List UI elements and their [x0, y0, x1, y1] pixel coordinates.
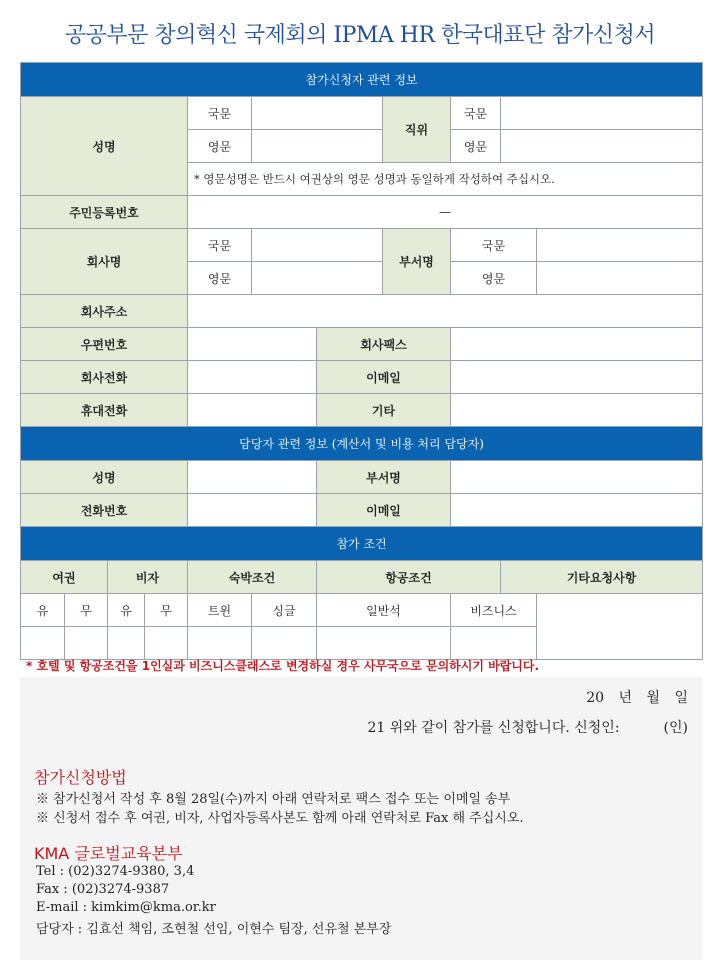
zip-label: 우편번호	[21, 328, 188, 361]
company-korean-input[interactable]	[252, 229, 383, 262]
contact-name-input[interactable]	[188, 461, 317, 494]
visa-no-option[interactable]: 무	[145, 594, 188, 627]
flight-economy-option[interactable]: 일반석	[317, 594, 451, 627]
contact-department-label: 부서명	[317, 461, 451, 494]
method-line-2: ※ 신청서 접수 후 여권, 비자, 사업자등록사본도 함께 아래 연락처로 Fax 해 주십시오.	[36, 811, 524, 826]
name-english-label: 영문	[188, 130, 252, 163]
lodging-twin-option[interactable]: 트윈	[188, 594, 252, 627]
section-applicant-header: 참가신청자 관련 정보	[21, 63, 703, 97]
company-korean-label: 국문	[188, 229, 252, 262]
org-title: KMA 글로벌교육본부	[34, 844, 183, 863]
contact-department-input[interactable]	[451, 461, 703, 494]
other-requests-label: 기타요청사항	[501, 561, 703, 594]
department-english-input[interactable]	[537, 262, 703, 295]
contact-staff: 담당자 : 김효선 책임, 조현철 선임, 이현수 팀장, 선유철 본부장	[36, 922, 392, 937]
contact-fax: Fax : (02)3274-9387	[36, 882, 170, 897]
contact-name-label: 성명	[21, 461, 188, 494]
company-phone-input[interactable]	[188, 361, 317, 394]
name-label: 성명	[21, 97, 188, 196]
name-english-input[interactable]	[252, 130, 383, 163]
company-phone-label: 회사전화	[21, 361, 188, 394]
email-input[interactable]	[451, 361, 703, 394]
contact-email: E-mail : kimkim@kma.or.kr	[36, 900, 216, 915]
company-address-label: 회사주소	[21, 295, 188, 328]
flight-business-option[interactable]: 비즈니스	[451, 594, 537, 627]
flight-business-mark[interactable]	[451, 627, 537, 660]
position-label: 직위	[383, 97, 451, 163]
seal-mark: (인)	[663, 720, 688, 736]
name-note: * 영문성명은 반드시 여권상의 영문 성명과 동일하게 작성하여 주십시오.	[188, 163, 703, 196]
page-title: 공공부문 창의혁신 국제회의 IPMA HR 한국대표단 참가신청서	[64, 23, 656, 48]
visa-label: 비자	[108, 561, 188, 594]
lodging-label: 숙박조건	[188, 561, 317, 594]
company-english-label: 영문	[188, 262, 252, 295]
department-label: 부서명	[383, 229, 451, 295]
mobile-label: 휴대전화	[21, 394, 188, 427]
name-korean-input[interactable]	[252, 97, 383, 130]
other-requests-input[interactable]	[537, 594, 703, 660]
passport-no-mark[interactable]	[65, 627, 108, 660]
apply-text: 21 위와 같이 참가를 신청합니다. 신청인:	[367, 720, 620, 736]
email-label: 이메일	[317, 361, 451, 394]
contact-email-input[interactable]	[451, 494, 703, 527]
passport-label: 여권	[21, 561, 108, 594]
position-korean-input[interactable]	[501, 97, 703, 130]
resident-dash: —	[439, 205, 452, 219]
etc-input[interactable]	[451, 394, 703, 427]
department-korean-label: 국문	[451, 229, 537, 262]
section-contact-header: 담당자 관련 정보 (계산서 및 비용 처리 담당자)	[21, 427, 703, 461]
name-korean-label: 국문	[188, 97, 252, 130]
resident-number-label: 주민등록번호	[21, 196, 188, 229]
contact-email-label: 이메일	[317, 494, 451, 527]
company-english-input[interactable]	[252, 262, 383, 295]
company-fax-input[interactable]	[451, 328, 703, 361]
method-line-1: ※ 참가신청서 작성 후 8월 28일(수)까지 아래 연락처로 팩스 접수 또는 이메일 송부	[36, 792, 511, 807]
visa-yes-option[interactable]: 유	[108, 594, 145, 627]
company-fax-label: 회사팩스	[317, 328, 451, 361]
lodging-twin-mark[interactable]	[188, 627, 252, 660]
passport-yes-mark[interactable]	[21, 627, 65, 660]
lodging-single-mark[interactable]	[252, 627, 317, 660]
apply-line	[367, 717, 688, 737]
zip-input[interactable]	[188, 328, 317, 361]
flight-label: 항공조건	[317, 561, 501, 594]
position-korean-label: 국문	[451, 97, 501, 130]
contact-phone-input[interactable]	[188, 494, 317, 527]
contact-phone-label: 전화번호	[21, 494, 188, 527]
position-english-label: 영문	[451, 130, 501, 163]
section-conditions-header: 참가 조건	[21, 527, 703, 561]
position-english-input[interactable]	[501, 130, 703, 163]
date-line: 20 년 월 일	[586, 690, 688, 706]
department-english-label: 영문	[451, 262, 537, 295]
application-form	[20, 62, 703, 660]
company-address-input[interactable]	[188, 295, 703, 328]
etc-label: 기타	[317, 394, 451, 427]
mobile-input[interactable]	[188, 394, 317, 427]
upgrade-notice: * 호텔 및 항공조건을 1인실과 비즈니스클래스로 변경하실 경우 사무국으로 문의하시기 바랍니다.	[26, 659, 540, 673]
contact-tel: Tel : (02)3274-9380, 3,4	[36, 864, 195, 879]
lodging-single-option[interactable]: 싱글	[252, 594, 317, 627]
resident-number-input[interactable]	[188, 196, 703, 229]
flight-economy-mark[interactable]	[317, 627, 451, 660]
passport-yes-option[interactable]: 유	[21, 594, 65, 627]
footer-panel	[20, 677, 702, 960]
visa-yes-mark[interactable]	[108, 627, 145, 660]
method-title: 참가신청방법	[34, 768, 127, 787]
passport-no-option[interactable]: 무	[65, 594, 108, 627]
visa-no-mark[interactable]	[145, 627, 188, 660]
company-name-label: 회사명	[21, 229, 188, 295]
department-korean-input[interactable]	[537, 229, 703, 262]
